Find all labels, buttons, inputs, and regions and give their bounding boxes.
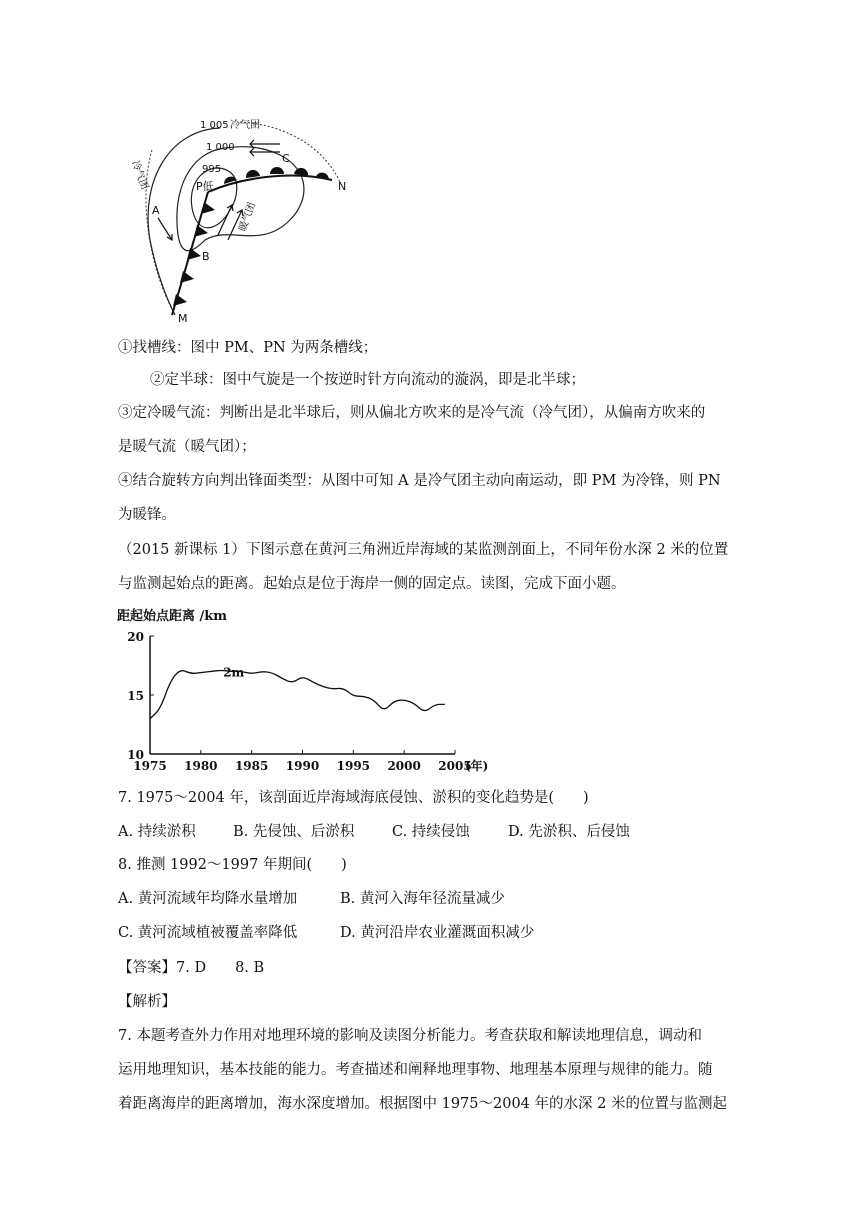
- x-tick-label: 1985: [234, 759, 269, 773]
- explanation-line-1: 7. 本题考查外力作用对地理环境的影响及读图分析能力。考查获取和解读地理信息，调动和: [118, 1028, 702, 1044]
- point-b-label: B: [202, 250, 210, 263]
- point-m-label: M: [178, 312, 188, 325]
- chart-xlabel: (年): [465, 759, 489, 773]
- point-a-label: A: [152, 204, 160, 217]
- warm-front-line: [208, 176, 332, 192]
- question-intro-line-2: 与监测起始点的距离。起始点是位于海岸一侧的固定点。读图，完成下面小题。: [118, 576, 626, 592]
- question-7-option-b[interactable]: B. 先侵蚀、后淤积: [233, 824, 355, 840]
- cold-front-symbol: [201, 202, 215, 214]
- answer-line: 【答案】7. D 8. B: [118, 960, 265, 976]
- warm-air-mass-label: 暖气团: [237, 201, 259, 234]
- question-8-option-a[interactable]: A. 黄河流域年均降水量增加: [118, 891, 298, 907]
- question-7-option-c[interactable]: C. 持续侵蚀: [392, 824, 470, 840]
- series-label: 2m: [223, 665, 245, 680]
- cold-front-symbol: [194, 225, 208, 237]
- isobar-1005-label: 1 005: [200, 120, 229, 131]
- isobar-995-label: 995: [202, 164, 222, 175]
- chart-axes: [150, 636, 455, 754]
- question-8-option-b[interactable]: B. 黄河入海年径流量减少: [340, 891, 505, 907]
- question-8-option-c[interactable]: C. 黄河流域植被覆盖率降低: [118, 925, 298, 941]
- question-7-stem: 7. 1975～2004 年，该剖面近岸海域海底侵蚀、淤积的变化趋势是( ): [118, 790, 589, 806]
- question-8-stem: 8. 推测 1992～1997 年期间( ): [118, 857, 347, 873]
- y-tick-label: 10: [127, 748, 144, 762]
- chart-ylabel: 距起始点距离 /km: [117, 609, 228, 624]
- y-tick-label: 20: [127, 630, 144, 644]
- question-8-option-d[interactable]: D. 黄河沿岸农业灌溉面积减少: [340, 925, 535, 941]
- distance-line-chart: [115, 606, 500, 781]
- cold-air-mass-top-label: 冷气团: [230, 120, 260, 131]
- question-7-option-a[interactable]: A. 持续淤积: [118, 824, 196, 840]
- analysis-step-4: ④结合旋转方向判出锋面类型：从图中可知 A 是冷气团主动向南运动，即 PM 为冷锋，则 PN: [118, 473, 721, 489]
- explanation-line-3: 着距离海岸的距离增加，海水深度增加。根据图中 1975～2004 年的水深 2 米的位置与监测起: [118, 1096, 727, 1112]
- x-tick-label: 2005: [438, 759, 472, 773]
- analysis-step-3-cont: 是暖气流（暖气团）；: [118, 439, 256, 455]
- explanation-line-2: 运用地理知识，基本技能的能力。考查描述和阐释地理事物、地理基本原理与规律的能力。随: [118, 1062, 713, 1078]
- cold-front-symbol: [180, 271, 194, 283]
- analysis-step-4-cont: 为暖锋。: [118, 507, 176, 523]
- low-pressure-label: P低: [196, 180, 214, 193]
- x-tick-label: 1990: [285, 759, 320, 773]
- cold-air-mass-side-label: 冷气团: [129, 159, 150, 192]
- isobar-1005: [148, 128, 220, 315]
- isobar-1000-label: 1 000: [206, 142, 235, 153]
- point-n-label: N: [338, 180, 347, 193]
- question-intro-line-1: （2015 新课标 1）下图示意在黄河三角洲近岸海域的某监测剖面上，不同年份水深 2 米的位置: [118, 542, 729, 558]
- wind-arrows: [158, 140, 280, 240]
- chart-ticks: [127, 630, 471, 773]
- question-7-option-d[interactable]: D. 先淤积、后侵蚀: [508, 824, 630, 840]
- x-tick-label: 1995: [336, 759, 371, 773]
- analysis-step-1: ①找槽线：图中 PM、PN 为两条槽线；: [118, 340, 378, 356]
- analysis-step-2: ②定半球：图中气旋是一个按逆时针方向流动的漩涡，即是北半球；: [150, 372, 585, 388]
- cyclone-front-diagram: [120, 110, 370, 325]
- analysis-step-3: ③定冷暖气流：判断出是北半球后，则从偏北方吹来的是冷气流（冷气团），从偏南方吹来的: [118, 405, 706, 421]
- series-line-2m: [150, 671, 445, 719]
- x-tick-label: 1980: [184, 759, 218, 773]
- x-tick-label: 1975: [133, 759, 167, 773]
- cold-front-symbol: [173, 294, 187, 306]
- explanation-heading: 【解析】: [118, 994, 176, 1010]
- y-tick-label: 15: [127, 689, 144, 703]
- point-c-label: C: [282, 152, 290, 165]
- warm-front-symbol: [246, 170, 260, 178]
- cold-front-symbol: [187, 248, 201, 260]
- warm-front-symbol: [270, 167, 284, 174]
- x-tick-label: 2000: [387, 759, 421, 773]
